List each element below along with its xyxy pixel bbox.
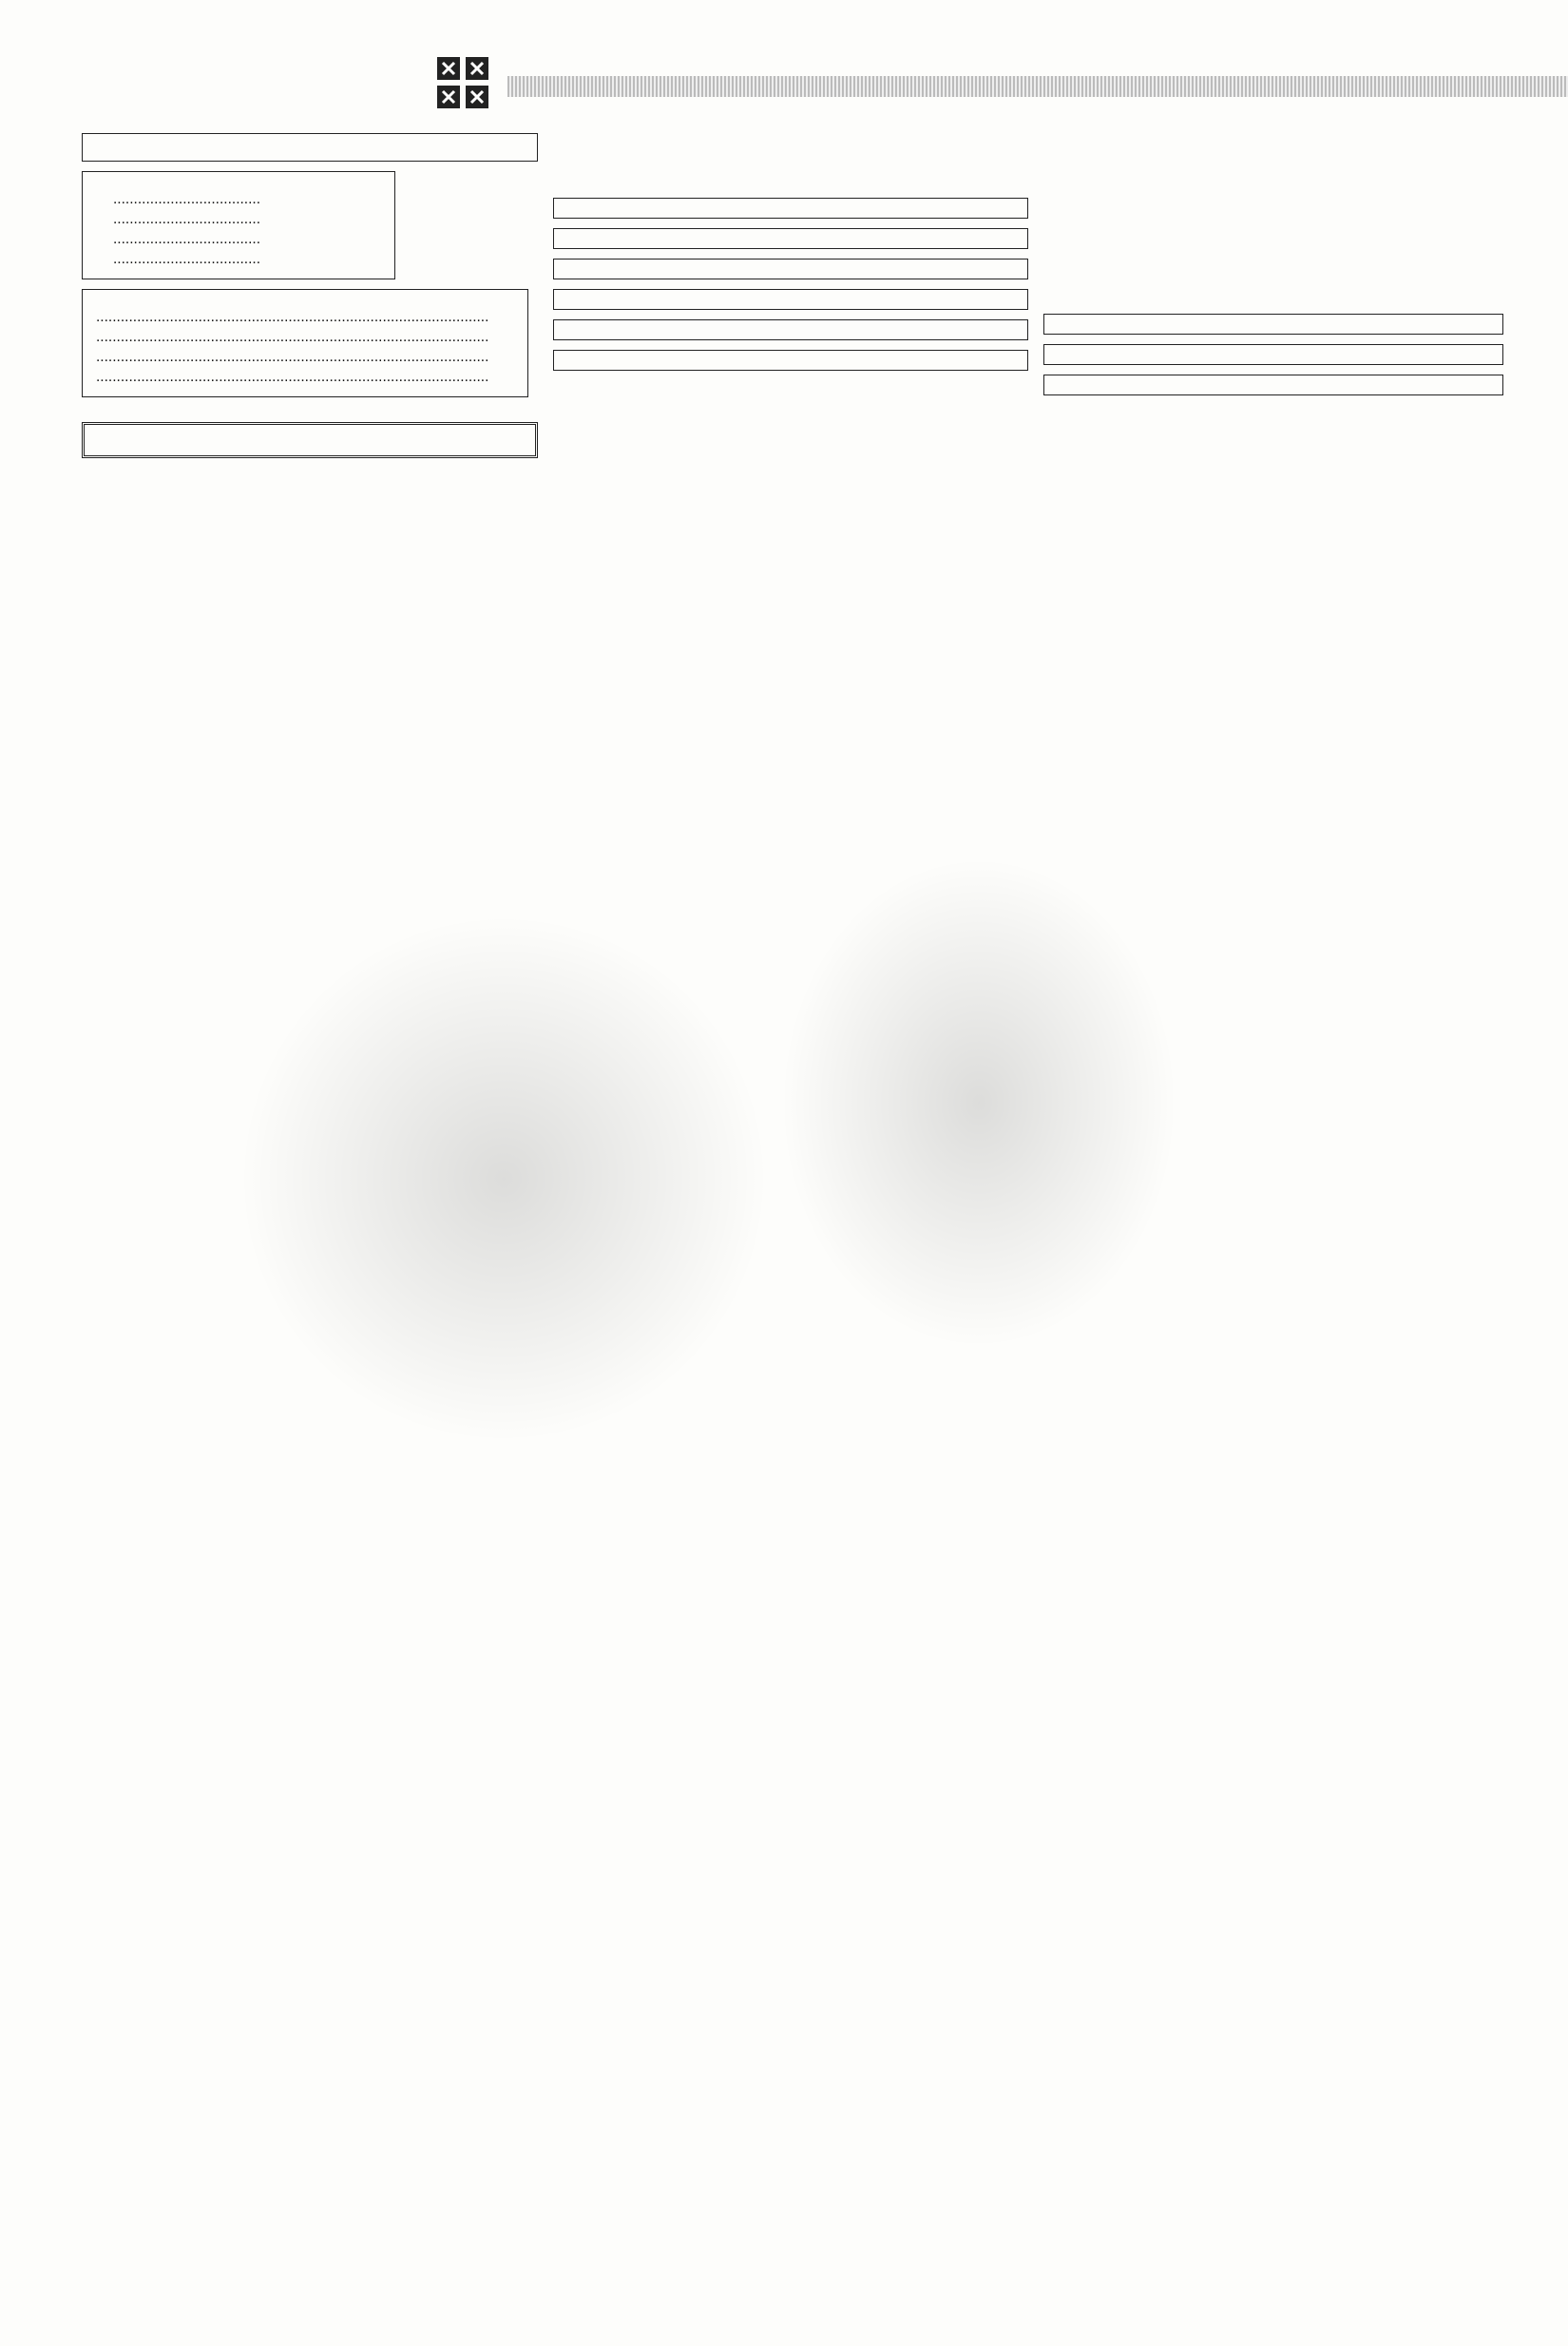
question-6-box [1043, 314, 1503, 335]
question-5-box [553, 350, 1028, 371]
background-figure [238, 913, 770, 1445]
table-row [96, 307, 514, 327]
table-row [96, 189, 286, 209]
question-3-box [553, 289, 1028, 310]
table-row [96, 209, 286, 229]
question-7-box [1043, 344, 1503, 365]
table-row [96, 229, 286, 249]
masthead [82, 48, 1568, 124]
church-activity-table [82, 289, 528, 397]
background-figure-2 [779, 856, 1178, 1350]
table-row [96, 249, 286, 269]
question-1-box [553, 198, 1028, 219]
age-table [82, 133, 538, 162]
civil-status-table [82, 171, 395, 279]
table-row [96, 327, 514, 347]
credit-box [82, 422, 538, 458]
middle-column [553, 188, 1028, 380]
masthead-ornament-icon [435, 55, 490, 112]
masthead-rule [507, 76, 1568, 97]
question-4-box [553, 319, 1028, 340]
civil-status-rows [96, 189, 286, 269]
left-column [82, 124, 538, 458]
table-row [96, 347, 514, 367]
question-2b-box [553, 259, 1028, 279]
right-column [1043, 304, 1503, 405]
table-row [96, 367, 514, 387]
question-2-box [553, 228, 1028, 249]
question-8-box [1043, 375, 1503, 395]
